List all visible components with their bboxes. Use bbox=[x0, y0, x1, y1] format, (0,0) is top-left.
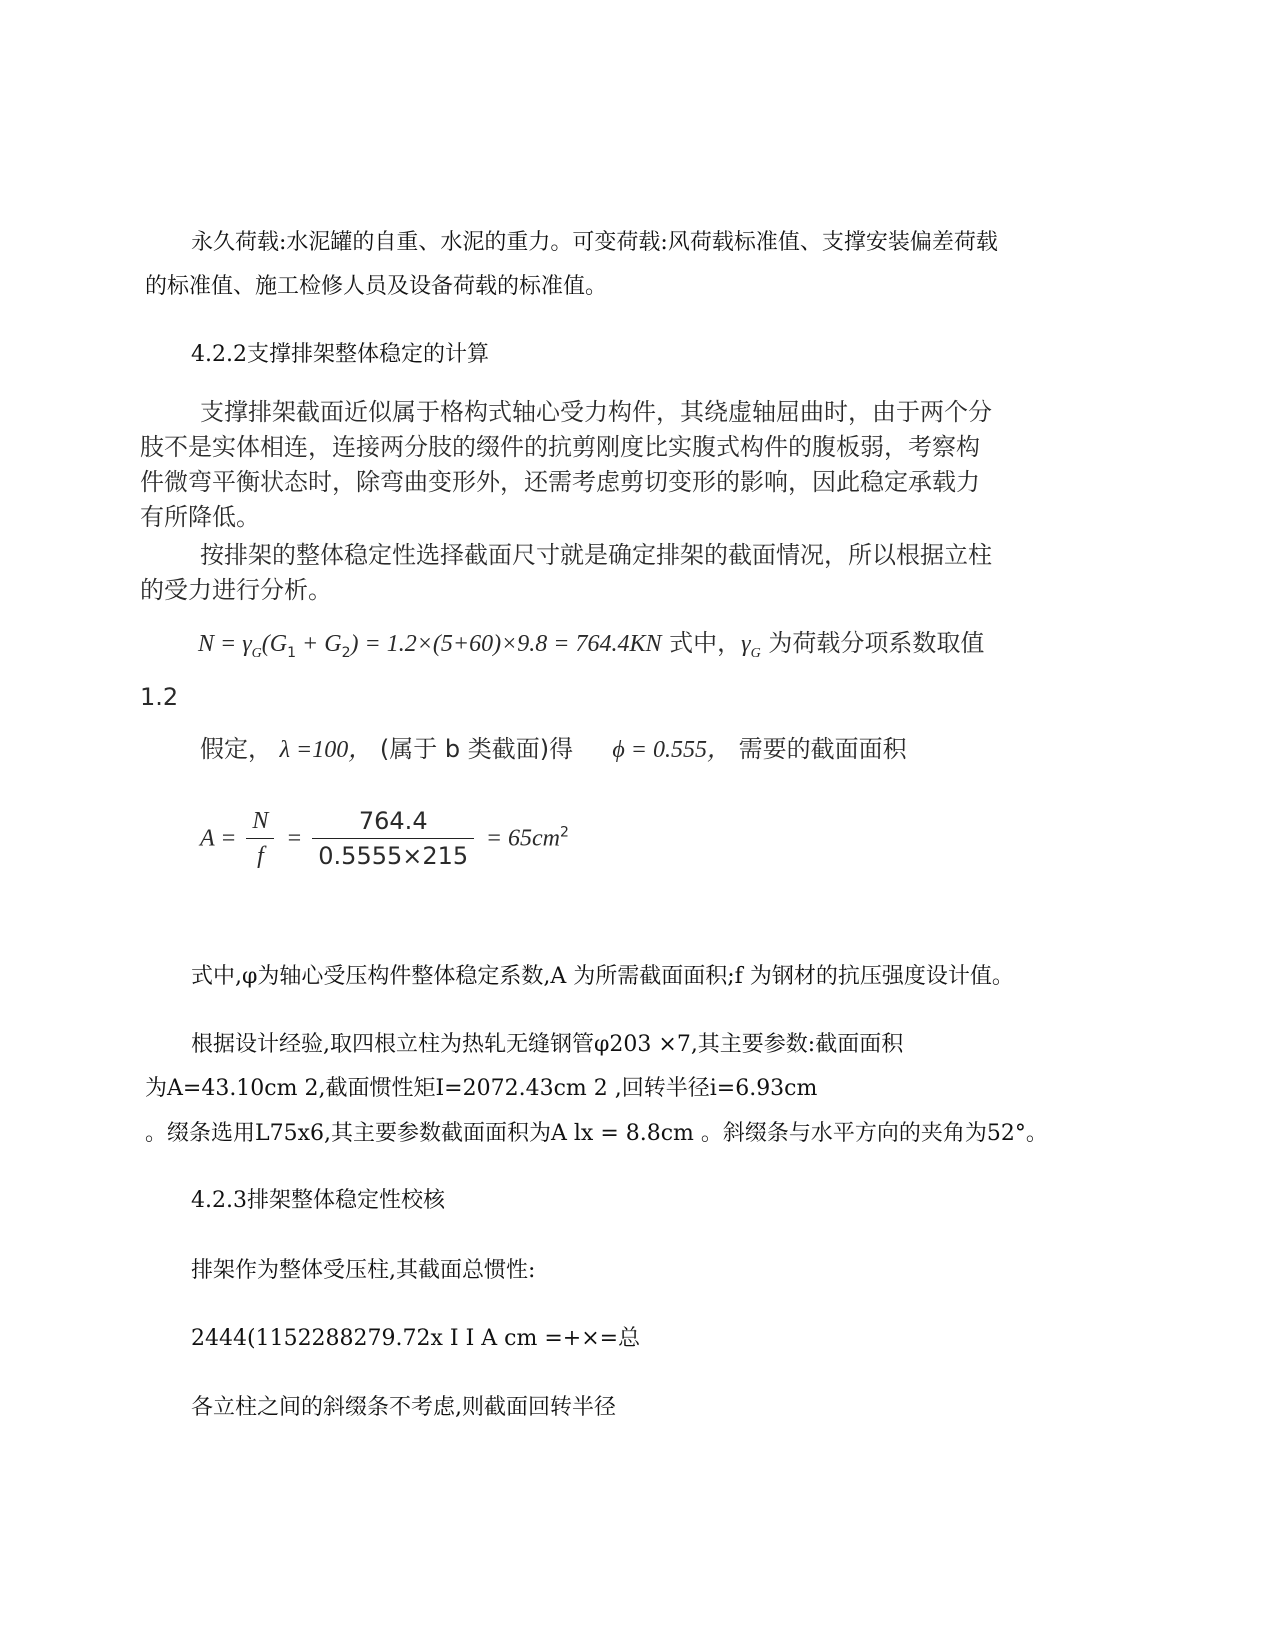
eq-a-sup: 2 bbox=[560, 824, 569, 841]
eq-a-frac-nf bbox=[246, 806, 274, 871]
equation-n bbox=[198, 626, 1198, 671]
paragraph-formula: 2444(1152288279.72x I I A cm =+×=总 bbox=[191, 1326, 641, 1351]
paragraph-inertia: 排架作为整体受压柱,其截面总惯性: bbox=[191, 1258, 536, 1283]
assume-phi: ϕ = 0.555， bbox=[612, 737, 731, 763]
eq-n-after: 式中， bbox=[661, 629, 742, 657]
eq-a-eq: = bbox=[286, 825, 309, 852]
assumption-line bbox=[200, 732, 1200, 768]
scan-line-4: 有所降低。 bbox=[140, 503, 260, 531]
heading-4-2-2: 4.2.2支撑排架整体稳定的计算 bbox=[191, 342, 489, 367]
scan-line-6: 的受力进行分析。 bbox=[140, 576, 332, 604]
scan-line-2: 肢不是实体相连，连接两分肢的缀件的抗剪刚度比实腹式构件的腹板弱，考察构 bbox=[140, 433, 980, 461]
eq-a-rhs: = 65cm bbox=[485, 825, 561, 852]
paragraph-loads-line2: 的标准值、施工检修人员及设备荷载的标准值。 bbox=[145, 274, 608, 299]
heading-4-2-3: 4.2.3排架整体稳定性校核 bbox=[191, 1188, 445, 1213]
eq-a-frac-values bbox=[312, 806, 474, 871]
eq-a-f: f bbox=[257, 843, 264, 869]
paragraph-design-line1: 根据设计经验,取四根立柱为热轧无缝钢管φ203 ×7,其主要参数:截面面积 bbox=[191, 1032, 904, 1057]
eq-n-middle: (G bbox=[261, 631, 288, 657]
eq-n-gamma: γ bbox=[741, 631, 751, 657]
eq-n-explain: 为荷载分项系数取值 bbox=[760, 629, 985, 657]
scan-line-1: 支撑排架截面近似属于格构式轴心受力构件，其绕虚轴屈曲时，由于两个分 bbox=[200, 398, 992, 426]
eq-n-lhs: N = γ bbox=[198, 631, 252, 657]
eq-a-lhs: A = bbox=[200, 825, 243, 852]
eq-a-den: 0.5555×215 bbox=[318, 842, 469, 870]
eq-a-n: N bbox=[246, 806, 274, 839]
scan-line-3: 件微弯平衡状态时，除弯曲变形外，还需考虑剪切变形的影响，因此稳定承载力 bbox=[140, 468, 980, 496]
equation-n-value: 1.2 bbox=[140, 683, 179, 711]
scan-line-5: 按排架的整体稳定性选择截面尺寸就是确定排架的截面情况，所以根据立柱 bbox=[200, 541, 992, 569]
paragraph-radius: 各立柱之间的斜缀条不考虑,则截面回转半径 bbox=[191, 1395, 616, 1420]
eq-n-sub-g: G bbox=[251, 645, 262, 661]
paragraph-design-line3: 。缀条选用L75x6,其主要参数截面面积为A lx = 8.8cm 。斜缀条与水平方向的夹角为52°。 bbox=[145, 1121, 1048, 1146]
eq-n-plus: + G bbox=[296, 631, 342, 657]
paragraph-phi-definition: 式中,φ为轴心受压构件整体稳定系数,A 为所需截面面积;f 为钢材的抗压强度设计值。 bbox=[191, 964, 1014, 989]
paragraph-design-line2: 为A=43.10cm 2,截面惯性矩I=2072.43cm 2 ,回转半径i=6.93cm bbox=[145, 1076, 818, 1101]
eq-n-sub1: 1 bbox=[287, 644, 297, 661]
assume-lambda: λ =100， bbox=[279, 737, 373, 763]
eq-n-sub2: 2 bbox=[341, 644, 351, 661]
equation-a bbox=[200, 806, 1200, 871]
assume-p2: (属于 b 类截面)得 bbox=[379, 735, 574, 763]
eq-n-rhs: ) = 1.2×(5+60)×9.8 = 764.4KN bbox=[350, 631, 662, 657]
eq-a-num: 764.4 bbox=[312, 806, 474, 839]
eq-n-gamma-sub: G bbox=[750, 645, 761, 661]
assume-p3: 需要的截面面积 bbox=[738, 735, 907, 763]
assume-p1: 假定， bbox=[200, 735, 272, 763]
paragraph-loads-line1: 永久荷载:水泥罐的自重、水泥的重力。可变荷载:风荷载标准值、支撑安装偏差荷载 bbox=[191, 230, 998, 255]
